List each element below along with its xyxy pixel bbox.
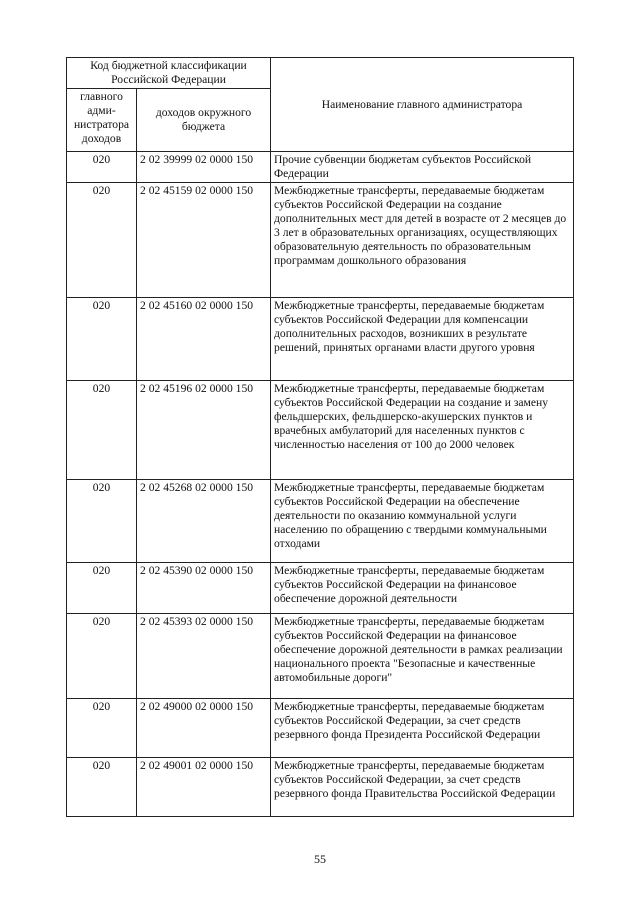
table-row bbox=[67, 152, 574, 183]
income-code-cell: 2 02 39999 02 0000 150 bbox=[137, 152, 271, 183]
admin-code-cell: 020 bbox=[67, 758, 137, 817]
header-administrator-name: Наименование главного администратора bbox=[271, 58, 574, 152]
income-code-cell: 2 02 45196 02 0000 150 bbox=[137, 381, 271, 480]
income-code-cell: 2 02 45159 02 0000 150 bbox=[137, 183, 271, 298]
administrator-name-cell: Прочие субвенции бюджетам субъектов Российской Федерации bbox=[271, 152, 574, 183]
income-code-cell: 2 02 45390 02 0000 150 bbox=[137, 563, 271, 614]
admin-code-cell: 020 bbox=[67, 563, 137, 614]
administrator-name-cell: Межбюджетные трансферты, передаваемые бюджетам субъектов Российской Федерации на обеспечение деятельности по оказанию коммунальной услуги населению по обращению с твердыми коммунальными отходами bbox=[271, 480, 574, 563]
administrator-name-cell: Межбюджетные трансферты, передаваемые бюджетам субъектов Российской Федерации на финансовое обеспечение дорожной деятельности bbox=[271, 563, 574, 614]
income-code-cell: 2 02 45160 02 0000 150 bbox=[137, 298, 271, 381]
income-code-cell: 2 02 45268 02 0000 150 bbox=[137, 480, 271, 563]
admin-code-cell: 020 bbox=[67, 381, 137, 480]
table-row bbox=[67, 563, 574, 614]
administrator-name-cell: Межбюджетные трансферты, передаваемые бюджетам субъектов Российской Федерации для компенсации дополнительных расходов, возникших в результате решений, принятых органами власти другого уровня bbox=[271, 298, 574, 381]
income-code-cell: 2 02 49000 02 0000 150 bbox=[137, 699, 271, 758]
administrator-name-cell: Межбюджетные трансферты, передаваемые бюджетам субъектов Российской Федерации на создание и замену фельдшерских, фельдшерско-акушерских пунктов и врачебных амбулаторий для населенных пунктов с численностью населения от 100 до 2000 человек bbox=[271, 381, 574, 480]
header-main-administrator: главного адми-нистратора доходов bbox=[67, 89, 137, 152]
admin-code-cell: 020 bbox=[67, 152, 137, 183]
table-row bbox=[67, 381, 574, 480]
table-row bbox=[67, 480, 574, 563]
page-number: 55 bbox=[314, 852, 326, 866]
table-row bbox=[67, 758, 574, 817]
admin-code-cell: 020 bbox=[67, 183, 137, 298]
header-district-income: доходов окружного бюджета bbox=[137, 89, 271, 152]
income-code-cell: 2 02 49001 02 0000 150 bbox=[137, 758, 271, 817]
admin-code-cell: 020 bbox=[67, 480, 137, 563]
table-row bbox=[67, 614, 574, 699]
admin-code-cell: 020 bbox=[67, 614, 137, 699]
administrator-name-cell: Межбюджетные трансферты, передаваемые бюджетам субъектов Российской Федерации, за счет средств резервного фонда Президента Российской Федерации bbox=[271, 699, 574, 758]
admin-code-cell: 020 bbox=[67, 699, 137, 758]
table-row bbox=[67, 183, 574, 298]
budget-classification-table bbox=[66, 57, 574, 817]
table-row bbox=[67, 298, 574, 381]
income-code-cell: 2 02 45393 02 0000 150 bbox=[137, 614, 271, 699]
administrator-name-cell: Межбюджетные трансферты, передаваемые бюджетам субъектов Российской Федерации, за счет средств резервного фонда Правительства Российской Федерации bbox=[271, 758, 574, 817]
table-row bbox=[67, 699, 574, 758]
administrator-name-cell: Межбюджетные трансферты, передаваемые бюджетам субъектов Российской Федерации на создание дополнительных мест для детей в возрасте от 2 месяцев до 3 лет в образовательных организациях, осуществляющих образовательную деятельность по образовательным программам дошкольного образования bbox=[271, 183, 574, 298]
header-group-classification: Код бюджетной классификации Российской Федерации bbox=[67, 58, 271, 89]
admin-code-cell: 020 bbox=[67, 298, 137, 381]
administrator-name-cell: Межбюджетные трансферты, передаваемые бюджетам субъектов Российской Федерации на финансовое обеспечение дорожной деятельности в рамках реализации национального проекта "Безопасные и качественные автомобильные дороги" bbox=[271, 614, 574, 699]
